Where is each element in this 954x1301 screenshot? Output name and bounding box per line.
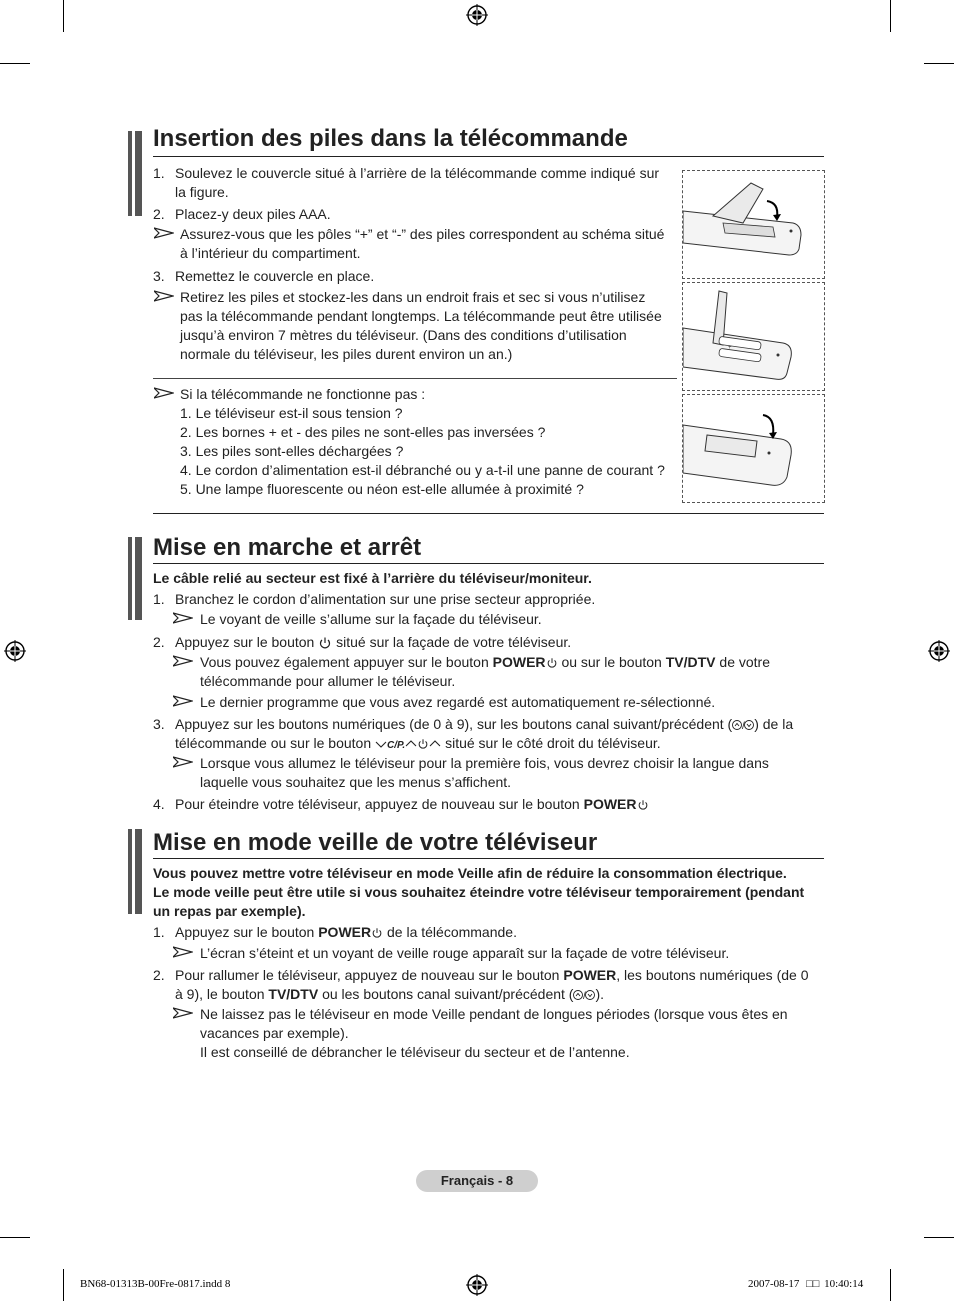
step-text: Soulevez le couvercle situé à l’arrière de la télécommande comme indiqué sur	[175, 165, 660, 181]
step-number: 2.	[153, 634, 165, 650]
step-text-part: situé sur le côté droit du téléviseur.	[445, 735, 661, 751]
note-arrow-icon	[154, 290, 174, 302]
note-text: jusqu’à environ 7 mètres du téléviseur. (Dans des conditions d’utilisation	[180, 327, 627, 343]
note-arrow-icon	[154, 227, 174, 239]
power-icon	[417, 738, 429, 750]
step-text	[175, 985, 604, 1004]
step-number: 3.	[153, 716, 165, 732]
intro-text: un repas par exemple).	[153, 903, 306, 919]
crop-mark	[890, 1269, 891, 1301]
power-label: POWER	[318, 924, 372, 940]
step-text-part: Appuyez sur le bouton	[175, 924, 315, 940]
note-text: à l’intérieur du compartiment.	[180, 245, 361, 261]
file-slug: BN68-01313B-00Fre-0817.indd 8	[80, 1278, 231, 1290]
note-arrow-icon	[173, 695, 193, 707]
note-text: Le voyant de veille s’allume sur la façade du téléviseur.	[200, 611, 542, 627]
chevron-up-icon	[429, 739, 441, 749]
note-text: pas la télécommande pendant longtemps. La télécommande peut être utilisée	[180, 308, 662, 324]
step-number: 2.	[153, 967, 165, 983]
note-text: Le dernier programme que vous avez regardé est automatiquement re-sélectionné.	[200, 694, 716, 710]
registration-mark-icon	[466, 1274, 488, 1296]
power-icon	[637, 799, 649, 811]
checklist-item: 4. Le cordon d’alimentation est-il débranché ou y a-t-il une panne de courant ?	[180, 462, 665, 478]
step-text	[175, 633, 571, 652]
crop-mark	[0, 1237, 30, 1238]
chevron-down-icon	[375, 739, 387, 749]
section-rule	[153, 513, 824, 514]
channel-updown-icon	[732, 719, 754, 731]
power-icon	[318, 637, 332, 649]
checklist-item: 2. Les bornes + et - des piles ne sont-elles pas inversées ?	[180, 424, 546, 440]
step-text-part: ).	[595, 986, 605, 1002]
section-title: Mise en mode veille de votre téléviseur	[153, 829, 598, 856]
note-text: Lorsque vous allumez le téléviseur pour la première fois, vous devrez choisir la langue dans	[200, 755, 769, 771]
remote-figure	[682, 394, 825, 503]
checklist-item: 5. Une lampe fluorescente ou néon est-elle allumée à proximité ?	[180, 481, 584, 497]
channel-updown-icon	[573, 989, 595, 1001]
section-title: Mise en marche et arrêt	[153, 534, 422, 561]
date-mark: □□	[806, 1278, 820, 1290]
checklist-item: 3. Les piles sont-elles déchargées ?	[180, 443, 404, 459]
crop-mark	[890, 0, 891, 32]
step-text-part: , les boutons numériques (de 0	[616, 967, 809, 983]
note-text-part: Vous pouvez également appuyer sur le bouton	[200, 654, 489, 670]
section-rule	[153, 156, 824, 157]
step-text-part: Pour rallumer le téléviseur, appuyez de nouveau sur le bouton	[175, 967, 560, 983]
crop-mark	[63, 0, 64, 32]
step-text-part: de la télécommande.	[387, 924, 517, 940]
section-rule	[153, 563, 824, 564]
step-text	[175, 923, 517, 942]
remote-figure	[682, 282, 825, 391]
note-text: Si la télécommande ne fonctionne pas :	[180, 386, 426, 402]
section-marker	[128, 537, 142, 620]
cp-label: C/P.	[387, 740, 406, 751]
svg-text:+: +	[728, 345, 732, 351]
step-text-part: ) de la	[754, 716, 794, 732]
step-text-part: ou les boutons canal suivant/précédent (	[322, 986, 574, 1002]
tvdtv-label: TV/DTV	[268, 986, 319, 1002]
step-number: 2.	[153, 206, 165, 222]
crop-mark	[63, 1269, 64, 1301]
step-text-part: à 9), le bouton	[175, 986, 265, 1002]
power-icon	[371, 927, 383, 939]
crop-mark	[924, 1237, 954, 1238]
note-arrow-icon	[173, 1007, 193, 1019]
step-text: la figure.	[175, 184, 229, 200]
intro-text: Le câble relié au secteur est fixé à l’arrière du téléviseur/moniteur.	[153, 570, 592, 586]
note-text: normale du téléviseur, les piles durent environ un an.)	[180, 346, 513, 362]
note-text: Ne laissez pas le téléviseur en mode Veille pendant de longues périodes (lorsque vous êtes en	[200, 1006, 788, 1022]
step-number: 1.	[153, 591, 165, 607]
crop-mark	[924, 63, 954, 64]
note-text: Retirez les piles et stockez-les dans un endroit frais et sec si vous n’utilisez	[180, 289, 646, 305]
section-rule	[153, 858, 824, 859]
remote-figure	[682, 170, 825, 279]
note-text	[200, 653, 770, 672]
svg-text:/: /	[742, 721, 745, 732]
step-text-part: situé sur la façade de votre téléviseur.	[336, 634, 572, 650]
note-text: télécommande pour allumer le téléviseur.	[200, 673, 456, 689]
power-label: POWER	[492, 654, 546, 670]
note-text-part: de votre	[719, 654, 770, 670]
note-arrow-icon	[154, 387, 174, 399]
date-text: 2007-08-17	[748, 1278, 800, 1290]
step-text-part: télécommande ou sur le bouton	[175, 735, 372, 751]
note-arrow-icon	[173, 946, 193, 958]
intro-text: Vous pouvez mettre votre téléviseur en mode Veille afin de réduire la consommation électrique.	[153, 865, 787, 881]
step-number: 1.	[153, 165, 165, 181]
step-text-part: Appuyez sur le bouton	[175, 634, 315, 650]
step-text	[175, 715, 793, 734]
step-text-part: Appuyez sur les boutons numériques (de 0 à 9), sur les boutons canal suivant/précédent (	[175, 716, 733, 732]
step-number: 4.	[153, 796, 165, 812]
power-label: POWER	[583, 796, 637, 812]
step-text	[175, 734, 661, 755]
date-slug	[748, 1278, 863, 1290]
note-arrow-icon	[173, 655, 193, 667]
registration-mark-icon	[4, 640, 26, 662]
registration-mark-icon	[466, 4, 488, 26]
step-text-part: Pour éteindre votre téléviseur, appuyez de nouveau sur le bouton	[175, 796, 580, 812]
note-text: L’écran s’éteint et un voyant de veille rouge apparaît sur la façade de votre téléviseur.	[200, 945, 730, 961]
note-text: Il est conseillé de débrancher le téléviseur du secteur et de l’antenne.	[200, 1044, 630, 1060]
time-text: 10:40:14	[824, 1278, 864, 1290]
step-number: 3.	[153, 268, 165, 284]
power-icon	[546, 657, 558, 669]
chevron-up-icon	[405, 739, 417, 749]
section-marker	[128, 829, 142, 914]
step-text: Remettez le couvercle en place.	[175, 268, 375, 284]
registration-mark-icon	[928, 640, 950, 662]
note-text: vacances par exemple).	[200, 1025, 349, 1041]
power-label: POWER	[563, 967, 617, 983]
section-title: Insertion des piles dans la télécommande	[153, 125, 628, 152]
note-arrow-icon	[173, 612, 193, 624]
section-marker	[128, 131, 142, 216]
note-text-part: ou sur le bouton	[561, 654, 662, 670]
crop-mark	[0, 63, 30, 64]
step-text: Placez-y deux piles AAA.	[175, 206, 331, 222]
note-arrow-icon	[173, 756, 193, 768]
checklist-item: 1. Le téléviseur est-il sous tension ?	[180, 405, 403, 421]
tvdtv-label: TV/DTV	[665, 654, 716, 670]
page-number-badge: Français - 8	[416, 1170, 538, 1192]
step-number: 1.	[153, 924, 165, 940]
intro-text: Le mode veille peut être utile si vous souhaitez éteindre votre téléviseur temporairement (pendant	[153, 884, 805, 900]
step-text	[175, 795, 649, 814]
step-text	[175, 966, 808, 985]
note-text: Assurez-vous que les pôles “+” et “-” des piles correspondent au schéma situé	[180, 226, 665, 242]
divider	[153, 378, 677, 379]
step-text: Branchez le cordon d’alimentation sur une prise secteur appropriée.	[175, 591, 596, 607]
svg-text:/: /	[583, 991, 587, 1002]
note-text: laquelle vous souhaitez que les menus s’affichent.	[200, 774, 512, 790]
